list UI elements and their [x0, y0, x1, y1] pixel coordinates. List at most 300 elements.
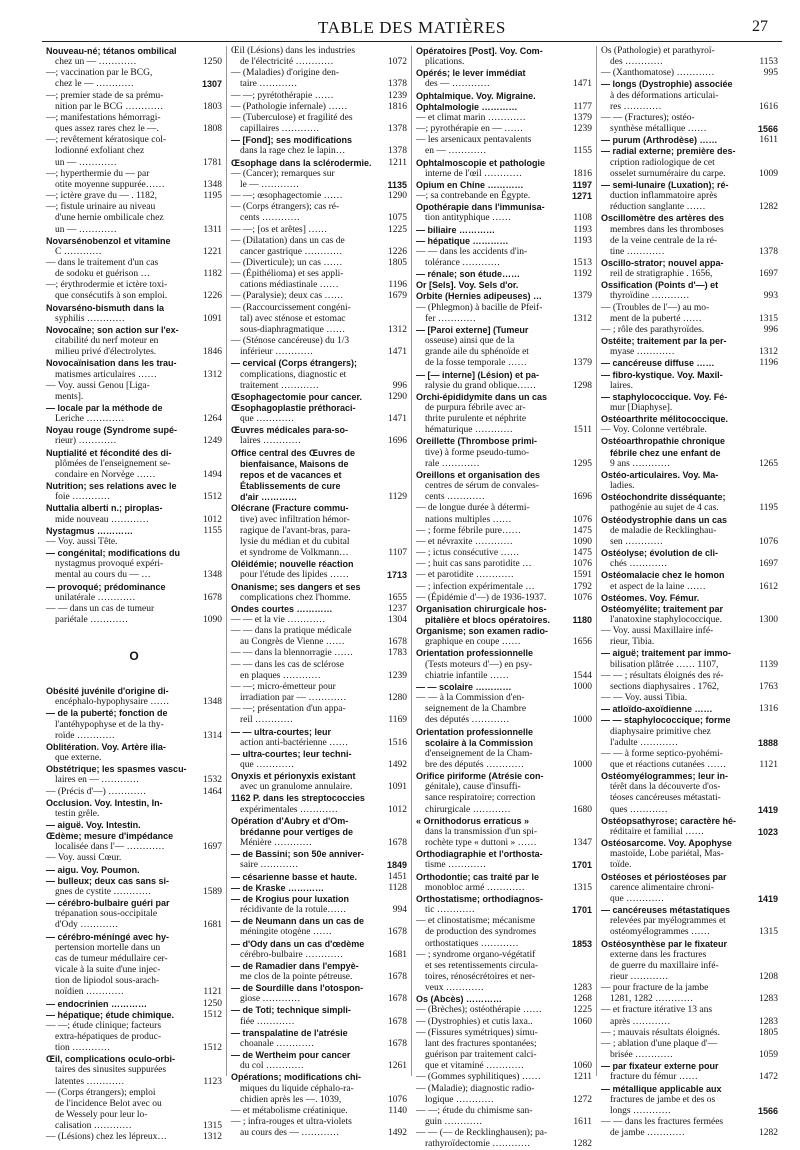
index-entry-text: — et parotidite …………	[416, 570, 514, 581]
index-line	[231, 492, 407, 503]
index-line	[601, 146, 778, 157]
index-line	[231, 358, 407, 369]
page-reference: 1678	[388, 994, 407, 1005]
index-line	[46, 1088, 222, 1099]
index-line	[416, 236, 592, 247]
index-entry-text: Œsophage dans la sclérodermie.	[231, 157, 372, 168]
index-line	[46, 537, 222, 548]
index-entry-text: Oléidémie; nouvelle réaction	[231, 559, 354, 570]
index-entry-text: — — dans les fractures fermées	[601, 1117, 724, 1127]
index-entry-text: — ; infra-rouges et ultra-violets	[231, 1117, 352, 1127]
index-line	[416, 860, 592, 871]
index-entry-text: Orbite (Hernies adipeuses) …	[416, 291, 543, 302]
page-reference: 1128	[388, 882, 407, 893]
index-line	[231, 515, 407, 526]
index-entry-text: testin grêle.	[55, 808, 100, 819]
index-entry-text: ments].	[55, 391, 84, 402]
index-entry-text: myase …………	[610, 347, 675, 358]
index-entry-text: roïde …………	[55, 730, 115, 741]
index-entry-text: Novarséno-bismuth dans la	[46, 302, 165, 313]
index-line	[601, 860, 778, 871]
index-line	[231, 336, 407, 347]
index-line	[46, 999, 222, 1010]
index-line	[416, 158, 592, 169]
index-entry-text: Ondes courtes …………	[231, 603, 333, 614]
index-entry-text: — —; œsophagectomie ……	[231, 191, 343, 202]
index-line	[601, 749, 778, 760]
index-entry-text: rale …………	[425, 458, 480, 469]
index-entry-text: — —; micro-émetteur pour	[231, 681, 336, 692]
page-reference: 1348	[203, 697, 222, 708]
index-line	[46, 842, 222, 853]
index-line	[416, 124, 592, 135]
index-entry-text: orthostatiques …………	[425, 938, 519, 949]
index-entry-text: miques du liquide céphalo-ra-	[240, 1083, 354, 1094]
page-reference: 1792	[573, 581, 592, 592]
index-line	[416, 448, 592, 459]
index-entry-text: Office central des Œuvres de	[231, 447, 356, 458]
index-line	[231, 180, 407, 191]
index-line	[231, 793, 407, 804]
index-line	[416, 749, 592, 760]
page-reference: 1678	[388, 637, 407, 648]
index-entry-text: latentes …………	[55, 1076, 125, 1087]
page-reference: 1783	[388, 648, 407, 659]
page-reference: 1295	[573, 458, 592, 469]
index-entry-text: Ostéoses et périostéoses par	[601, 871, 727, 882]
index-entry-text: grande aile du sphénoïde et	[425, 347, 529, 358]
index-entry-text: Ophtalmoscopie et pathologie	[416, 157, 546, 168]
index-entry-text: Ossification (Points d'—) et	[601, 280, 719, 291]
index-line	[46, 548, 222, 559]
page-reference: 1283	[759, 1016, 778, 1027]
index-entry-text: — cérébro-bulbaire guéri par	[46, 898, 170, 909]
index-entry-text: de production des syndromes	[425, 927, 537, 938]
index-entry-text: — de Neumann dans un cas de	[231, 916, 365, 927]
index-line	[416, 905, 592, 916]
index-entry-text: tion de lipiodol sous-arach-	[55, 976, 160, 987]
index-entry-text: — cérébro-méningé avec hy-	[46, 931, 170, 942]
index-line	[46, 459, 222, 470]
index-entry-text: toires, rénosécrétoires et ner-	[425, 971, 536, 982]
index-line	[601, 671, 778, 682]
index-entry-text: — (Dilatation) dans un cas de	[231, 235, 345, 246]
index-line	[601, 291, 778, 302]
index-entry-text: giose …………	[240, 994, 301, 1005]
index-line	[231, 950, 407, 961]
index-line	[416, 303, 592, 314]
index-entry-text: — ; ablation d'une plaque d'—	[601, 1038, 718, 1049]
index-entry-text: — hépatique …………	[416, 235, 509, 246]
index-entry-text: nystagmus provoqué expéri-	[55, 559, 164, 570]
page-reference: 1681	[388, 949, 407, 960]
index-line	[231, 448, 407, 459]
page-reference: 1192	[573, 269, 592, 280]
index-entry-text: cancer gastrique …………	[240, 246, 343, 257]
index-entry-text: de la fosse temporale ……	[425, 358, 527, 369]
index-entry-text: en plaques …………	[240, 670, 321, 681]
page-reference: 1680	[573, 804, 592, 815]
index-line	[46, 403, 222, 414]
index-entry-text: plômées de l'enseignement se-	[55, 458, 171, 469]
page-reference: 1208	[759, 971, 778, 982]
index-line	[231, 1017, 407, 1028]
index-line	[601, 280, 778, 291]
index-entry-text: Opération d'Aubry et d'Om-	[231, 815, 349, 826]
index-entry-text: — — staphylococcique; forme	[601, 715, 731, 726]
index-entry-text: dans la rage chez le lapin…	[240, 146, 346, 157]
index-line	[231, 771, 407, 782]
index-entry-text: que …………	[610, 893, 665, 904]
index-line	[601, 225, 778, 236]
index-line	[46, 697, 222, 708]
index-entry-text: —; revêtement kératosique col-	[46, 135, 167, 146]
index-entry-text: reil …………	[240, 715, 294, 726]
index-line	[46, 113, 222, 124]
index-line	[231, 570, 407, 581]
index-line	[46, 269, 222, 280]
page-reference: 1781	[203, 157, 222, 168]
page-reference: 1304	[388, 614, 407, 625]
index-line	[601, 660, 778, 671]
index-line	[416, 927, 592, 938]
index-entry-text: — semi-lunaire (Luxation); ré-	[601, 179, 729, 190]
index-line	[231, 1005, 407, 1016]
index-entry-text: sous-diaphragmatique ……	[240, 324, 346, 335]
index-line	[416, 604, 592, 615]
page-reference: 1177	[573, 101, 592, 112]
index-entry-text: — staphylococcique. Voy. Fé-	[601, 391, 728, 402]
index-line	[601, 827, 778, 838]
index-line	[601, 213, 778, 224]
index-line	[416, 872, 592, 883]
index-line	[416, 626, 592, 637]
index-line	[231, 626, 407, 637]
index-line	[46, 191, 222, 202]
page-reference: 1221	[203, 246, 222, 257]
index-line	[416, 693, 592, 704]
index-entry-text: Orthodontie; cas traité par le	[416, 871, 540, 882]
page-header	[42, 14, 782, 42]
index-entry-text: récidivante de la rotule……	[240, 905, 347, 916]
index-line	[416, 515, 592, 526]
index-line	[601, 158, 778, 169]
index-entry-text: lodionné exfoliant chez	[55, 146, 145, 157]
index-line	[601, 515, 778, 526]
index-entry-text: Nystagmus …………	[46, 525, 134, 536]
page-reference: 1678	[388, 1016, 407, 1027]
page-reference: 1197	[572, 179, 592, 190]
page-reference: 1193	[573, 224, 592, 235]
index-entry-text: diaphysaire primitive chez	[610, 726, 711, 737]
index-entry-text: — cancéreuse diffuse ……	[601, 358, 715, 369]
index-line	[601, 983, 778, 994]
index-entry-text: Onanisme; ses dangers et ses	[231, 581, 361, 592]
index-line	[601, 704, 778, 715]
index-entry-text: Ostéolyse; évolution de cli-	[601, 548, 719, 559]
index-entry-text: rochète type « duttoni » ……	[425, 838, 537, 849]
page-reference: 1060	[573, 1016, 592, 1027]
page-number: 27	[752, 18, 768, 35]
index-line	[231, 660, 407, 671]
page-reference: 1566	[757, 1105, 778, 1116]
index-entry-text: 1162 P. dans les streptococcies	[231, 793, 365, 804]
index-line	[46, 1021, 222, 1032]
index-entry-text: Opératoires [Post]. Voy. Com-	[416, 46, 543, 56]
index-line	[416, 135, 592, 146]
index-entry-text: — — à forme septico-pyohémi-	[601, 748, 723, 759]
index-line	[231, 247, 407, 258]
index-line	[46, 392, 222, 403]
index-line	[601, 414, 778, 425]
page-reference: 1512	[203, 1009, 222, 1020]
index-entry-text: taires des sinusites suppurées	[55, 1065, 167, 1076]
index-entry-text: cents …………	[425, 492, 485, 503]
page-reference: 1264	[203, 414, 222, 425]
index-entry-text: localisée dans l'— …………	[55, 842, 165, 853]
index-line	[231, 325, 407, 336]
index-line	[601, 961, 778, 972]
index-entry-text: téoses cancéreuses métastati-	[610, 793, 721, 804]
index-entry-text: Organisme; son examen radio-	[416, 626, 549, 637]
index-line	[231, 303, 407, 314]
index-entry-text: à des déformations articulai-	[610, 90, 719, 101]
index-entry-text: de maladie de Recklinghau-	[610, 525, 717, 536]
index-entry-text: mastoïde, Lobe pariétal, Mas-	[610, 849, 724, 860]
index-line	[46, 303, 222, 314]
index-line	[46, 987, 222, 998]
index-line	[416, 1117, 592, 1128]
index-entry-text: — longs (Dystrophie) associée	[601, 79, 733, 90]
index-line	[416, 392, 592, 403]
index-entry-text: Nutrition; ses relations avec le	[46, 481, 177, 492]
index-entry-text: condaire en Norvège ……	[55, 469, 156, 480]
index-entry-text: — ; infection expérimentale …	[416, 581, 535, 592]
index-entry-text: ment de la puberté ……	[610, 313, 702, 324]
page-reference: 1239	[388, 90, 407, 101]
index-entry-text: pariétale …………	[55, 614, 129, 625]
index-line	[231, 1128, 407, 1139]
index-entry-text: Œil, complications oculo-orbi-	[46, 1054, 176, 1065]
index-entry-text: — [Paroi externe] (Tumeur	[416, 324, 529, 335]
page-reference: 1655	[388, 592, 407, 603]
index-entry-text: tion …………	[55, 1043, 111, 1054]
index-entry-text: et aspect de la laine ……	[610, 581, 706, 592]
index-line	[231, 46, 407, 57]
index-entry-text: duction inflammatoire après	[610, 191, 718, 202]
index-line	[601, 894, 778, 905]
index-line	[46, 593, 222, 604]
page-reference: 1312	[203, 1132, 222, 1143]
index-entry-text: C …………	[55, 246, 102, 257]
index-entry-text: calisation …………	[55, 1121, 132, 1132]
index-entry-text: réditaire et familial ……	[610, 826, 705, 837]
index-entry-text: — ; mauvais résultats éloignés.	[601, 1027, 720, 1038]
page-reference: 1679	[388, 291, 407, 302]
index-line	[416, 492, 592, 503]
index-entry-text: Ostéopsathyrose; caractère hé-	[601, 815, 737, 826]
index-line	[601, 626, 778, 637]
index-line	[416, 314, 592, 325]
index-entry-text: — de longue durée à détermi-	[416, 503, 530, 514]
index-entry-text: lant des fractures spontanées;	[425, 1038, 537, 1049]
page-reference: 1379	[573, 112, 592, 123]
index-entry-text: tine …………	[610, 246, 665, 257]
index-entry-text: dans la transmission d'un spi-	[425, 826, 538, 837]
index-line	[416, 994, 592, 1005]
page-reference: 1300	[759, 614, 778, 625]
page-reference: 1009	[759, 168, 778, 179]
index-entry-text: — Voy. aussi Maxillaire infé-	[601, 626, 714, 637]
index-line	[601, 448, 778, 459]
index-entry-text: — (Maladie); diagnostic radio-	[416, 1083, 535, 1094]
index-line	[231, 872, 407, 883]
page-reference: 1196	[759, 358, 778, 369]
index-line	[46, 347, 222, 358]
index-line	[46, 225, 222, 236]
index-line	[601, 135, 778, 146]
index-entry-text: res …………	[610, 101, 662, 112]
index-line	[601, 715, 778, 726]
index-line	[46, 57, 222, 68]
index-entry-text: — métallique applicable aux	[601, 1083, 722, 1094]
index-entry-text: bre des députés …………	[425, 760, 524, 770]
page-reference: 1076	[573, 592, 592, 603]
index-line	[231, 537, 407, 548]
index-entry-text: — — scolaire …………	[416, 681, 512, 692]
index-entry-text: encéphalo-hypophysaire ……	[55, 697, 170, 708]
index-line	[231, 738, 407, 749]
index-entry-text: citabilité du nerf moteur en	[55, 336, 159, 347]
index-line	[416, 715, 592, 726]
index-line	[601, 1028, 778, 1039]
index-line	[601, 805, 778, 816]
index-entry-text: Ostéosarcome. Voy. Apophyse	[601, 838, 732, 849]
index-line	[416, 180, 592, 191]
index-line	[46, 965, 222, 976]
index-line	[231, 894, 407, 905]
page-reference: 1153	[759, 57, 778, 68]
index-line	[416, 961, 592, 972]
index-entry-text: — radial externe; première des-	[601, 146, 736, 157]
index-line	[46, 146, 222, 157]
index-entry-text: cription radiologique de cet	[610, 157, 715, 168]
index-entry-text: Œuvres médicales para-so-	[231, 425, 349, 436]
page-reference: 1314	[203, 730, 222, 741]
index-entry-text: chez un — …………	[55, 57, 137, 68]
page-reference: 1566	[757, 124, 778, 135]
index-entry-text: cents …………	[240, 213, 300, 224]
index-line	[46, 954, 222, 965]
index-line	[601, 648, 778, 659]
index-line	[416, 1095, 592, 1106]
page-reference: 1226	[388, 246, 407, 257]
index-line	[601, 872, 778, 883]
index-entry-text: — par fixateur externe pour	[601, 1061, 719, 1072]
page-reference: 1544	[573, 670, 592, 681]
index-entry-text: — endocrinien …………	[46, 998, 148, 1009]
index-entry-text: des députés …………	[425, 715, 510, 726]
index-entry-text: — ; ictus consécutive ……	[416, 548, 520, 559]
index-line	[416, 57, 592, 68]
index-entry-text: externe dans les fractures	[610, 949, 707, 960]
index-entry-text: rieur) …………	[55, 436, 117, 447]
index-line	[601, 303, 778, 314]
page-reference: 1315	[759, 927, 778, 938]
index-column-1	[42, 46, 227, 1143]
index-line	[231, 146, 407, 157]
index-line	[416, 559, 592, 570]
index-line	[601, 582, 778, 593]
page-reference: 1611	[573, 1117, 592, 1127]
page-reference: 1155	[573, 146, 592, 157]
index-entry-text: — et fracture itérative 13 ans	[601, 1005, 713, 1016]
index-line	[46, 1043, 222, 1054]
index-entry-text: Œdème; mesure d'impédance	[46, 831, 174, 842]
index-line	[416, 1061, 592, 1072]
page-reference: 1808	[203, 124, 222, 135]
index-entry-text: toïde.	[610, 860, 632, 871]
page-reference: 1696	[573, 492, 592, 503]
index-line	[46, 943, 222, 954]
index-entry-text: Ostéite; traitement par la per-	[601, 336, 727, 347]
index-line	[46, 169, 222, 180]
index-entry-text: sections diaphysaires . 1762,	[610, 681, 719, 692]
index-entry-text: — (Cancer); remarques sur	[231, 168, 335, 179]
section-letter	[46, 645, 222, 667]
index-line	[416, 682, 592, 693]
index-entry-text: — de Krogius pour luxation	[231, 893, 350, 904]
index-entry-text: —; ictère grave du — . 1182,	[46, 191, 157, 202]
index-entry-text: cas de tumeur médullaire cer-	[55, 953, 168, 964]
index-entry-text: Or [Sels]. Voy. Sels d'or.	[416, 280, 519, 291]
index-line	[416, 325, 592, 336]
index-line	[231, 102, 407, 113]
index-line	[46, 932, 222, 943]
index-entry-text: unilatérale …………	[55, 592, 136, 603]
index-entry-text: Oreillons et organisation des	[416, 469, 541, 480]
page-reference: 1378	[388, 146, 407, 157]
page-reference: 1678	[388, 927, 407, 938]
index-entry-text: guérison par traitement calci-	[425, 1050, 537, 1061]
page-reference: 1451	[388, 871, 407, 882]
index-entry-text: — — ; résultats éloignés des ré-	[601, 670, 724, 681]
index-entry-text: — —; pyrétothérapie ……	[231, 90, 334, 101]
page-reference: 1472	[759, 1072, 778, 1083]
index-line	[601, 425, 778, 436]
index-line	[46, 865, 222, 876]
index-entry-text: de l'incidence Belot avec ou	[55, 1098, 162, 1109]
index-entry-text: du col …………	[240, 1061, 304, 1072]
page-reference: 1290	[388, 191, 407, 202]
index-line	[416, 894, 592, 905]
index-line	[416, 347, 592, 358]
index-entry-text: tive) à forme pseudo-tumo-	[425, 447, 530, 458]
index-entry-text: expérimentales …………	[240, 804, 338, 815]
page-reference: 1589	[203, 886, 222, 897]
index-entry-text: — de Bassini; son 50e anniver-	[231, 849, 365, 860]
index-line	[231, 994, 407, 1005]
page-reference: 1378	[759, 246, 778, 257]
index-entry-text: hématurique …………	[425, 425, 513, 436]
page-reference: 1121	[759, 760, 778, 770]
index-entry-text: gnes de cystite …………	[55, 886, 152, 897]
index-line	[416, 660, 592, 671]
index-line	[231, 236, 407, 247]
page-reference: 1090	[573, 536, 592, 547]
index-line	[416, 146, 592, 157]
index-line	[601, 738, 778, 749]
